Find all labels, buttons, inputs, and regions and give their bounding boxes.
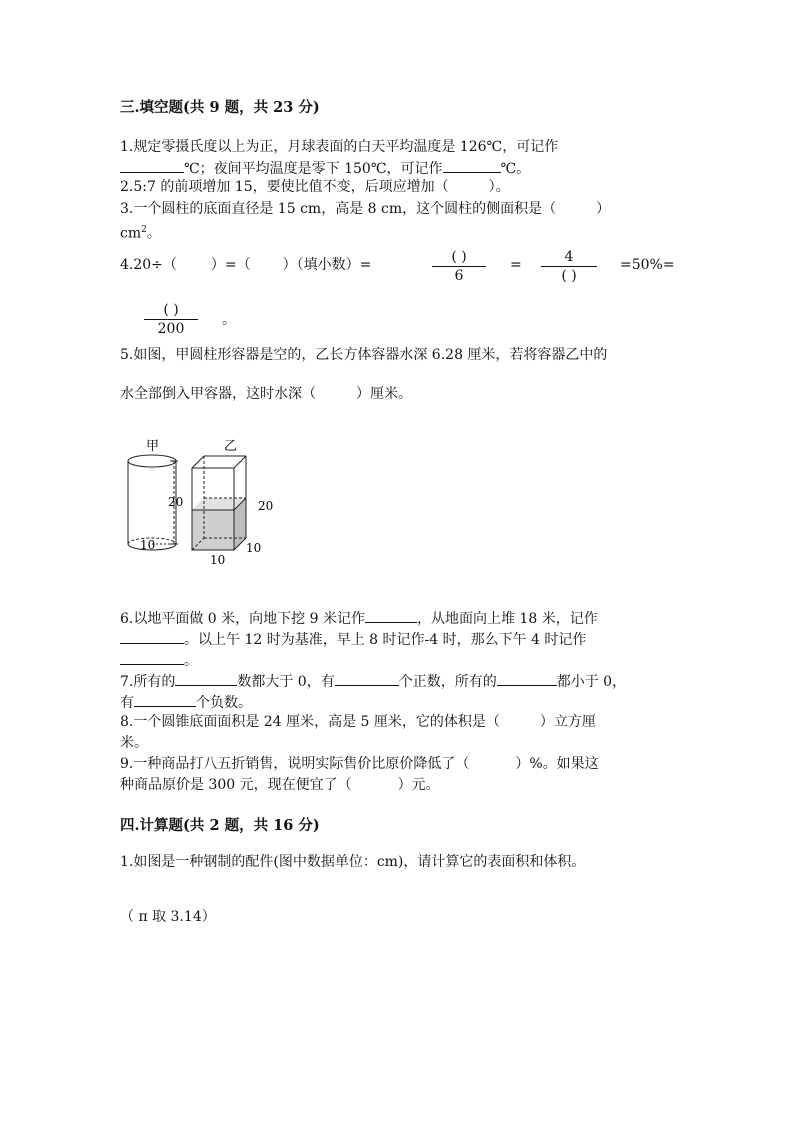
question-9-line-1: 9.一种商品打八五折销售，说明实际售价比原价降低了（ ）%。如果这 — [120, 756, 599, 772]
question-7-line-1: 7.所有的 数都大于 0，有 个正数，所有的 都小于 0， — [120, 671, 626, 691]
question-9-line-2: 种商品原价是 300 元，现在便宜了（ ）元。 — [120, 777, 440, 793]
question-8-line-2: 米。 — [120, 735, 148, 751]
period: 。 — [222, 312, 236, 328]
answer-blank[interactable] — [497, 671, 557, 686]
label-jia: 甲 — [146, 439, 160, 454]
question-3-line-2: $cm^2$。 — [120, 225, 161, 242]
calc-question-1: 1.如图是一种钢制的配件(图中数据单位：cm)，请计算它的表面积和体积。 — [120, 854, 586, 870]
question-6-line-1: 6.以地平面做 0 米，向地下挖 9 米记作 ，从地面向上堆 18 米，记作 — [120, 608, 598, 628]
yi-height-label: 20 — [258, 499, 274, 513]
pi-note: （ π 取 3.14） — [120, 909, 216, 925]
answer-blank[interactable] — [120, 158, 184, 173]
section-3-title: 三.填空题(共 9 题，共 23 分) — [120, 99, 320, 116]
answer-blank[interactable] — [335, 671, 399, 686]
label-yi: 乙 — [224, 439, 238, 454]
answer-blank[interactable] — [175, 671, 237, 686]
yi-depth-label: 10 — [246, 541, 262, 555]
answer-blank[interactable] — [134, 692, 196, 707]
containers-figure — [112, 432, 284, 570]
question-5-line-1: 5.如图，甲圆柱形容器是空的，乙长方体容器水深 6.28 厘米，若将容器乙中的 — [120, 347, 608, 363]
question-1-line-1: 1.规定零摄氏度以上为正，月球表面的白天平均温度是 126℃，可记作 — [120, 139, 559, 155]
question-8-line-1: 8.一个圆锥底面面积是 24 厘米，高是 5 厘米，它的体积是（ ）立方厘 — [120, 714, 596, 730]
jia-height-label: 20 — [168, 495, 184, 509]
answer-blank[interactable] — [120, 629, 184, 644]
question-5-line-2: 水全部倒入甲容器，这时水深（ ）厘米。 — [120, 386, 412, 402]
equals-sign: = — [510, 257, 522, 273]
cuboid-yi — [192, 456, 246, 550]
section-4-title: 四.计算题(共 2 题，共 16 分) — [120, 817, 320, 834]
question-4-text: 4.20÷（ ）=（ ）（填小数）= — [120, 257, 372, 273]
answer-blank[interactable] — [443, 158, 501, 173]
question-2: 2.5:7 的前项增加 15，要使比值不变，后项应增加（ ）。 — [120, 179, 510, 195]
question-3-line-1: 3.一个圆柱的底面直径是 15 cm，高是 8 cm，这个圆柱的侧面积是（ ） — [120, 201, 611, 217]
jia-diameter-label: 10 — [140, 538, 156, 552]
fraction-4-over: 4 ( ) — [541, 249, 597, 284]
question-6-line-3: 。 — [120, 650, 198, 670]
answer-blank[interactable] — [365, 608, 417, 623]
fraction-over-6: ( ) 6 — [432, 249, 486, 284]
question-7-line-2: 有 个负数。 — [120, 692, 252, 712]
question-6-line-2: 。以上午 12 时为基准，早上 8 时记作-4 时，那么下午 4 时记作 — [120, 629, 586, 649]
answer-blank[interactable] — [120, 650, 184, 665]
fraction-over-200: ( ) 200 — [144, 302, 198, 337]
question-1-line-2: ℃；夜间平均温度是零下 150℃，可记作 ℃。 — [120, 158, 530, 178]
percent-equals: =50%= — [620, 257, 675, 273]
yi-width-label: 10 — [210, 553, 226, 567]
